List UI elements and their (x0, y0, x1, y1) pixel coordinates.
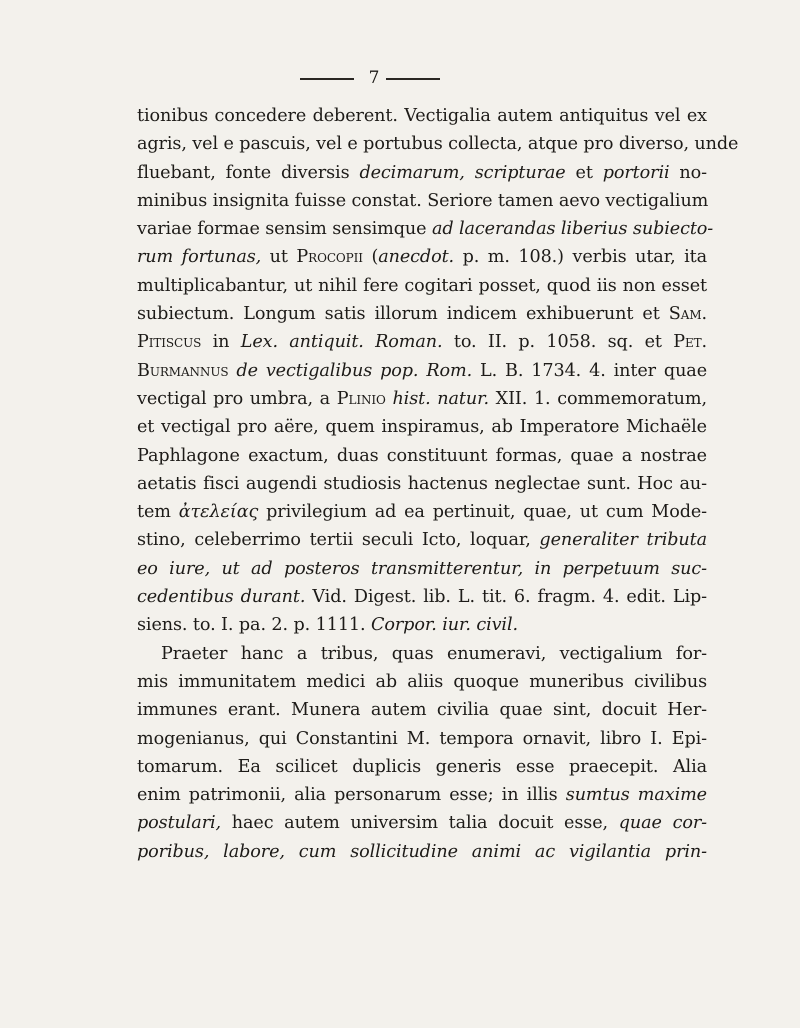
text-line (137, 159, 707, 187)
text-line (137, 187, 707, 215)
text-segment: tionibus concedere deberent. Vectigalia autem antiquitus vel ex (137, 106, 707, 126)
text-segment: mogenianus, qui Constantini M. tempora ornavit, libro I. Epi- (137, 728, 707, 749)
text-segment: mis immunitatem medici ab aliis quoque muneribus civilibus (137, 671, 707, 692)
text-segment: ut (261, 247, 297, 268)
text-segment: Lex. antiquit. Roman. (240, 332, 443, 353)
text-line (137, 215, 714, 243)
text-line (137, 470, 707, 498)
text-line (137, 668, 707, 696)
text-segment: no- (669, 162, 707, 183)
body-text (137, 102, 739, 866)
page-header (0, 68, 800, 88)
text-segment: haec autem universim talia docuit esse, (221, 813, 619, 834)
text-segment: minibus insignita fuisse constat. Seriore tamen aevo vectigalium (137, 190, 709, 211)
text-segment: Burmannus (137, 360, 229, 381)
text-segment: L. B. 1734. 4. inter quae (472, 360, 708, 381)
text-line (137, 526, 707, 554)
text-segment: eo iure, ut ad posteros transmitterentur, in perpetuum suc- (137, 558, 707, 579)
text-line (137, 838, 707, 866)
text-line (137, 640, 707, 668)
text-line (137, 243, 707, 271)
text-segment: privilegium ad ea pertinuit, quae, ut cum Mode- (258, 502, 708, 523)
text-segment: rum fortunas, (137, 247, 262, 268)
text-segment: et vectigal pro aëre, quem inspiramus, ab Imperatore Michaële (137, 417, 707, 438)
text-segment: et (565, 162, 603, 183)
header-rule-left (300, 78, 354, 80)
text-segment: tem (137, 502, 179, 523)
text-segment: XII. 1. commemoratum, (488, 388, 707, 409)
page-number: 7 (368, 68, 380, 88)
header-rule-right (386, 78, 440, 80)
text-segment: fluebant, fonte diversis (137, 162, 360, 183)
text-segment: poribus, labore, cum sollicitudine animi ac vigilantia prin- (137, 841, 707, 862)
text-segment: immunes erant. Munera autem civilia quae sint, docuit Her- (137, 700, 707, 721)
text-line (137, 696, 707, 724)
text-line (137, 300, 707, 328)
text-segment: generaliter tributa (539, 530, 708, 551)
text-segment: decimarum, scripturae (359, 162, 566, 183)
text-segment: anecdot. (378, 247, 455, 268)
text-segment: quae cor- (618, 813, 707, 834)
text-segment: de vectigalibus pop. Rom. (236, 360, 473, 381)
text-line (137, 611, 707, 639)
text-line (137, 809, 707, 837)
text-segment: ( (362, 247, 379, 268)
text-segment: hist. natur. (392, 388, 489, 409)
text-line (137, 442, 707, 470)
text-line (137, 753, 707, 781)
text-segment: Paphlagone exactum, duas constituunt formas, quae a nostrae (137, 445, 707, 466)
text-segment: siens. to. I. pa. 2. p. 1111. (137, 615, 372, 636)
text-line (137, 102, 707, 130)
text-segment: Corpor. iur. civil. (371, 615, 518, 636)
text-segment: Praeter hanc a tribus, quas enumeravi, vectigalium for- (161, 643, 707, 664)
text-line (137, 725, 707, 753)
text-segment: stino, celeberrimo tertii seculi Icto, loquar, (137, 530, 540, 551)
text-segment: enim patrimonii, alia personarum esse; in illis (137, 785, 566, 806)
text-segment: subiectum. Longum satis illorum indicem exhibuerunt et (137, 304, 669, 325)
text-segment: ad lacerandas liberius subiecto- (431, 219, 714, 240)
text-segment: sumtus maxime (565, 785, 707, 806)
text-line (137, 385, 707, 413)
text-segment: Vid. Digest. lib. L. tit. 6. fragm. 4. edit. Lip- (305, 587, 707, 608)
text-segment: aetatis fisci augendi studiosis hactenus neglectae sunt. Hoc au- (137, 473, 707, 494)
text-line (137, 357, 707, 385)
text-segment: agris, vel e pascuis, vel e portubus collecta, atque pro diverso, unde (137, 134, 739, 155)
text-segment: Pet. (673, 332, 707, 353)
text-segment: portorii (602, 162, 670, 183)
text-line (137, 498, 707, 526)
text-segment: tomarum. Ea scilicet duplicis generis esse praecepit. Alia (137, 756, 707, 777)
text-segment: variae formae sensim sensimque (137, 219, 432, 240)
text-segment: in (201, 332, 241, 353)
text-segment: p. m. 108.) verbis utar, ita (454, 247, 707, 268)
text-segment: to. II. p. 1058. sq. et (442, 332, 674, 353)
text-line (137, 328, 707, 356)
text-segment: Plinio (336, 388, 386, 409)
text-segment: Pitiscus (137, 332, 202, 353)
text-segment: Procopii (296, 247, 363, 268)
text-segment: multiplicabantur, ut nihil fere cogitari posset, quod iis non esset (137, 275, 707, 296)
text-segment: vectigal pro umbra, a (137, 388, 337, 409)
text-segment: Sam. (668, 304, 707, 325)
text-segment: ἀτελείας (178, 502, 259, 523)
text-line (137, 555, 707, 583)
text-line (137, 272, 707, 300)
text-line (137, 583, 707, 611)
text-segment: postulari, (137, 813, 222, 834)
text-line (137, 130, 739, 158)
text-segment: cedentibus durant. (137, 587, 306, 608)
text-line (137, 781, 707, 809)
text-line (137, 413, 707, 441)
